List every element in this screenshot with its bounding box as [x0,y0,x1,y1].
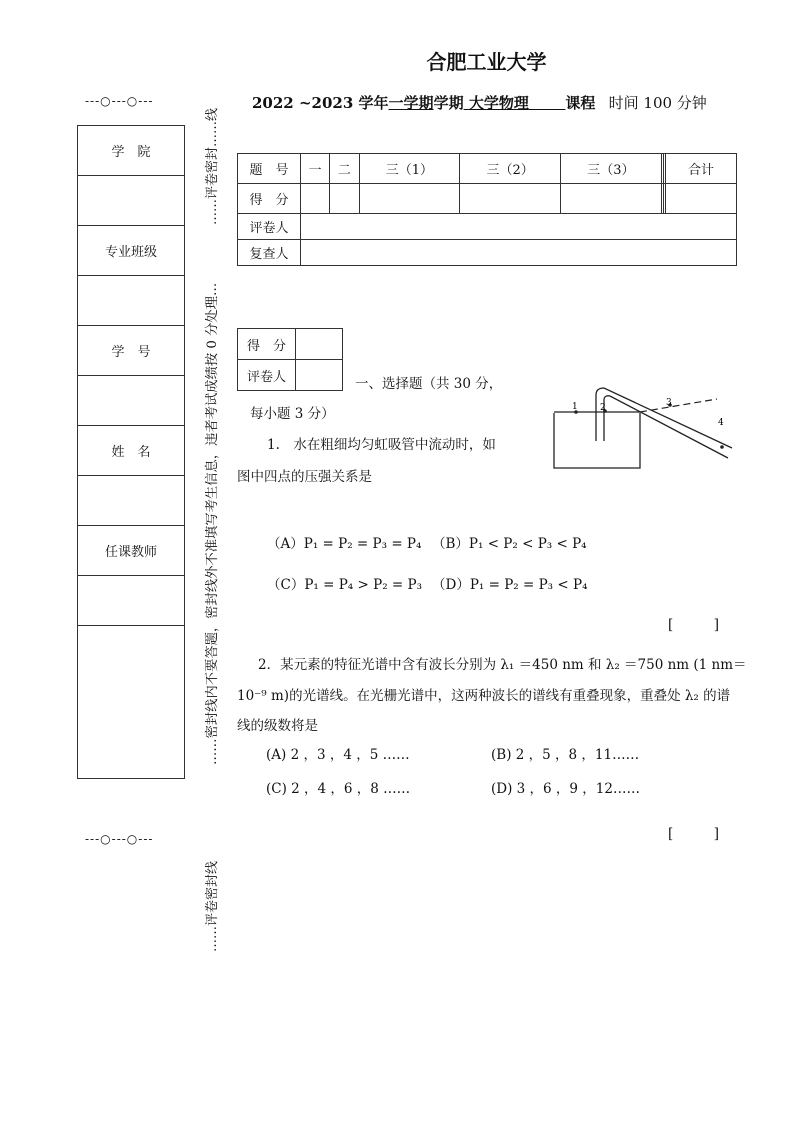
header-section-1: 一 [301,154,330,184]
section-title-cont: 每小题 3 分） [250,406,335,422]
field-id-input[interactable] [78,376,184,426]
field-name-input[interactable] [78,476,184,526]
score-cell[interactable] [561,184,662,214]
score-cell[interactable] [460,184,561,214]
score-cell[interactable] [330,184,359,214]
field-teacher-input[interactable] [78,576,184,626]
q2-text-line1: 2．某元素的特征光谱中含有波长分别为 λ₁ ＝450 nm 和 λ₂ ＝750 nm (1 nm＝ [258,657,747,673]
field-class-label: 专业班级 [78,226,184,276]
figure-label-1: 1 [572,402,578,412]
score-table [237,153,737,266]
field-college-input[interactable] [78,176,184,226]
figure-label-4: 4 [718,418,724,428]
section-score-table [237,328,343,391]
figure-label-2: 2 [600,403,606,413]
section-score-cell[interactable] [296,329,343,360]
score-cell[interactable] [666,184,737,214]
binding-line-bottom-text: ……评卷密封线 [205,860,220,952]
section-grader-label: 评卷人 [238,360,296,391]
binding-circle-mark-bottom: ---○---○--- [85,832,154,846]
university-title: 合肥工业大学 [426,50,547,74]
course-name: 大学物理 [468,94,529,112]
reviewer-cell[interactable] [301,240,737,266]
header-total: 合计 [666,154,737,184]
header-question-number: 题 号 [238,154,301,184]
score-cell[interactable] [301,184,330,214]
q2-text-line2: 10⁻⁹ m)的光谱线。在光栅光谱中，这两种波长的谱线有重叠现象，重叠处 λ₂ 的谱 [237,688,731,704]
xuenian-label: 学年 [358,94,389,112]
q2-option-a: (A) 2 ，3 ，4 ，5 …… [266,747,410,763]
academic-years: 2022 ~2023 [252,94,354,112]
row-grader-label: 评卷人 [238,214,301,240]
section-grader-cell[interactable] [296,360,343,391]
header-section-2: 二 [330,154,359,184]
exam-duration: 时间 100 分钟 [608,94,707,112]
field-class-input[interactable] [78,276,184,326]
q2-text-line3: 线的级数将是 [237,718,318,734]
q1-option-d: （D）P₁ = P₂ = P₃ < P₄ [432,577,588,593]
siphon-figure [550,383,740,473]
q1-answer-bracket[interactable]: [ ] [668,617,720,633]
score-cell[interactable] [359,184,460,214]
field-id-label: 学 号 [78,326,184,376]
q2-option-c: (C) 2 ，4 ，6 ，8 …… [266,781,411,797]
section-title: 一、选择题（共 30 分， [355,376,503,392]
q2-option-d: (D) 3 ，6 ，9 ，12…… [491,781,640,797]
header-section-3-3: 三（3） [561,154,662,184]
binding-line-top-text: ……评卷密封……线 [205,107,220,225]
header-section-3-2: 三（2） [460,154,561,184]
binding-circle-mark-top: ---○---○--- [85,94,154,108]
exam-header: 2022 ~2023 学年一学期学期 大学物理 课程 时间 100 分钟 [252,94,707,112]
q2-option-b: (B) 2 ，5 ，8 ，11…… [491,747,640,763]
student-info-box [77,125,185,779]
course-label: 课程 [565,94,596,112]
q1-text-line1: 1. 水在粗细均匀虹吸管中流动时，如 [267,437,496,453]
q1-option-b: （B）P₁ < P₂ < P₃ < P₄ [432,536,587,552]
field-teacher-label: 任课教师 [78,526,184,576]
row-reviewer-label: 复查人 [238,240,301,266]
header-section-3-1: 三（1） [359,154,460,184]
q1-option-c: （C）P₁ = P₄ > P₂ = P₃ [267,577,422,593]
field-college-label: 学 院 [78,126,184,176]
field-blank [78,626,184,778]
q1-option-a: （A）P₁ = P₂ = P₃ = P₄ [267,536,422,552]
binding-line-middle-text: ……密封线内不要答题，密封线外不准填写考生信息，违者考试成绩按 0 分处理… [205,282,220,765]
q2-answer-bracket[interactable]: [ ] [668,826,720,842]
figure-label-3: 3 [666,398,672,408]
row-score-label: 得 分 [238,184,301,214]
field-name-label: 姓 名 [78,426,184,476]
section-score-label: 得 分 [238,329,296,360]
grader-cell[interactable] [301,214,737,240]
q1-text-line2: 图中四点的压强关系是 [237,469,372,485]
term: 一学期 [388,94,434,112]
